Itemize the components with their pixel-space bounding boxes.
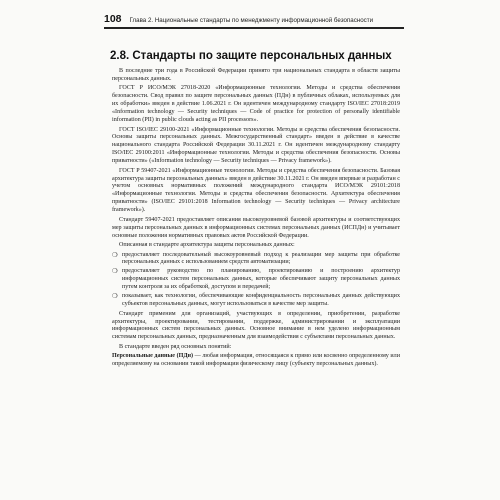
list-item-text: предоставляет руководство по планированию, проектированию и построению архитектур информационных систем персональных данных, которые обеспечивают защиту персональных данных путем контроля за их обработкой, доступом и передачей;: [122, 268, 400, 291]
paragraph: В последние три года в Российской Федерации принято три национальных стандарта в области защиты персональных данных.: [112, 68, 400, 82]
paragraph: В стандарте введен ряд основных понятий:: [119, 343, 232, 350]
paragraph: Стандарт 59407-2021 предоставляет описания высокоуровневой базовой архитектуры и соответствующих мер защиты персональных данных в информационных системах персональных данных (ИСПДн) и учитывает основные положения нормативных правовых актов Российской Федерации.: [112, 216, 400, 239]
list-item: [112, 252, 400, 268]
defined-term: Персональные данные (ПДн): [112, 353, 194, 360]
page-number: 108: [104, 13, 122, 25]
definition-text: — любая информация, относящаяся к прямо или косвенно определенному или определяемому на основании такой информации физическому лицу (субъекту персональных данных).: [112, 353, 400, 368]
list-item: [112, 268, 400, 292]
bullet-list: [112, 252, 400, 309]
section-title: 2.8. Стандарты по защите персональных данных: [110, 50, 392, 62]
running-title: Глава 2. Национальные стандарты по менеджменту информационной безопасности: [129, 17, 374, 24]
paragraph: ГОСТ Р 59407-2021 «Информационные технологии. Методы и средства обеспечения безопасности. Базовая архитектура защиты персональных данных» введен в действие 30.11.2021 г. Он введен впервые и разработан с учетом основных нормативных положений международного стандарта ИСО/МЭК 29101:2018 «Информационные технологии. Методы и средства обеспечения безопасности. Архитектура обеспечения приватности» (ISO/IEC 29101:2018 Information technology — Security techniques — Privacy architecture framework»).: [112, 167, 400, 214]
body-text: [112, 68, 400, 371]
header-rule: [104, 27, 404, 29]
circle-bullet-icon: ❍: [112, 292, 118, 301]
paragraph: Стандарт применим для организаций, участвующих в определении, приобретении, разработке архитектуры, проектировании, тестировании, поддержке, администрировании и эксплуатации информационных систем персональных данных. Основное внимание в нем уделено информационным системам персональных данных, предназначенным для взаимодействия с субъектами персональных данных.: [112, 310, 400, 341]
paragraph: ГОСТ ISO/IEC 29100-2021 «Информационные технологии. Методы и средства обеспечения безопасности. Основы защиты персональных данных. Межгосударственный стандарт» введен в действие в качестве национального стандарта Российской Федерации 30.11.2021 г. Он идентичен международному стандарту ISO/IEC 29100:2011 «Информационные технологии. Методы и средства обеспечения безопасности. Основы приватности» («Information technology — Security techniques — Privacy framework»).: [112, 126, 400, 165]
paragraph: Описанная в стандарте архитектура защиты персональных данных:: [119, 242, 295, 248]
paragraph: ГОСТ Р ИСО/МЭК 27018-2020 «Информационные технологии. Методы и средства обеспечения безопасности. Свод правил по защите персональных данных (ПДн) в публичных облаках, используемых для их обработки» введен в действие 1.06.2021 г. Он идентичен международному стандарту ISO/IEC 27018:2019 «Information technology — Security techniques — Code of practice for protection of personally identifiable information (PII) in public clouds acting as PII processors».: [112, 85, 400, 124]
definition-paragraph: [112, 353, 400, 369]
circle-bullet-icon: ❍: [112, 267, 118, 276]
list-item: [112, 293, 400, 309]
list-item-text: показывает, как технологии, обеспечивающие конфиденциальность персональных данных действующих субъектов персональных данных, могут использоваться в качестве мер защиты.: [122, 293, 400, 307]
page-header: [104, 13, 404, 25]
circle-bullet-icon: ❍: [112, 250, 118, 259]
list-item-text: предоставляет последовательный высокоуровневый подход к реализации мер защиты при обработке персональных данных с использованием средств автоматизации;: [122, 251, 400, 266]
